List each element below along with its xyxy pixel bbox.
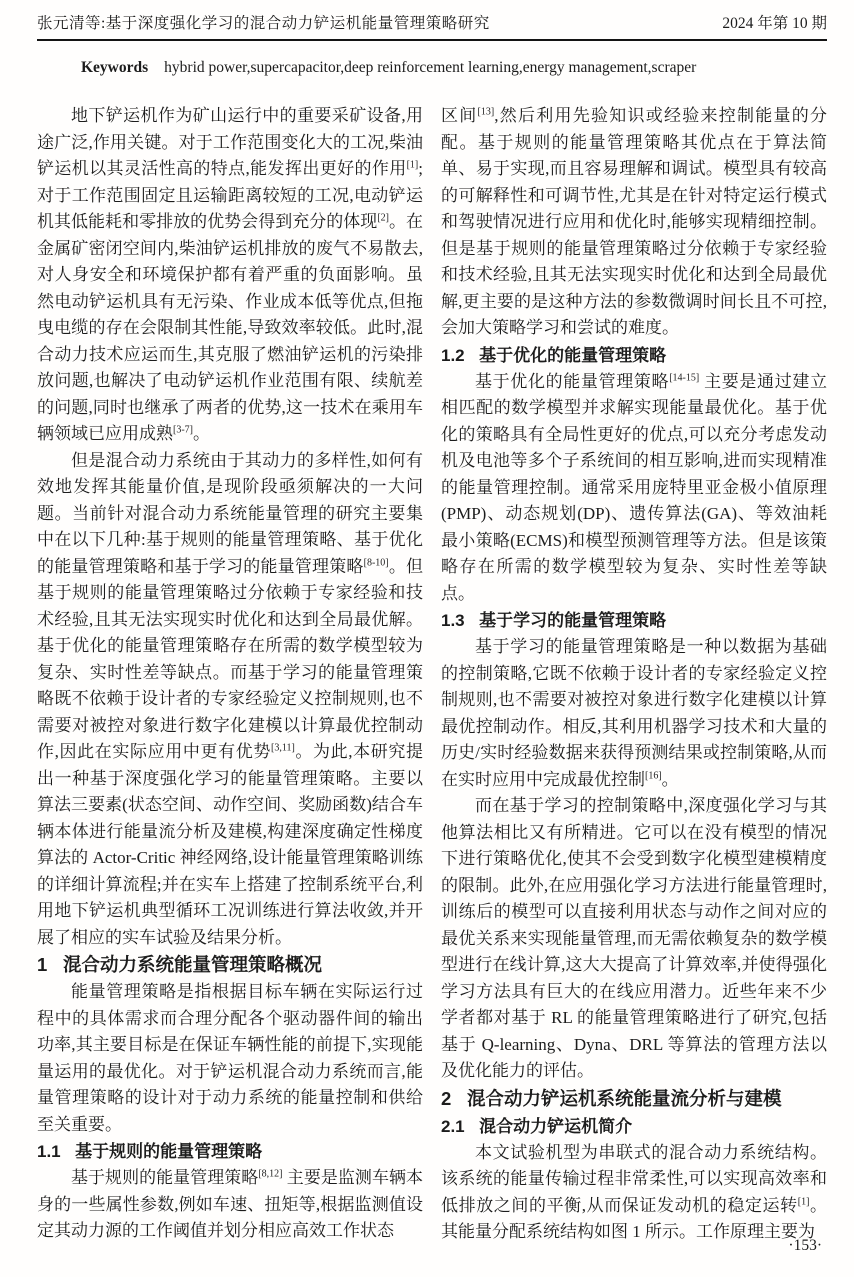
citation-ref: [8-10] [363,556,389,568]
paragraph: 基于规则的能量管理策略[8,12] 主要是监测车辆本身的一些属性参数,例如车速、扭矩等,根据监测值设定其动力源的工作阈值并划分相应高效工作状态 [37,1168,424,1240]
paragraph: 能量管理策略是指根据目标车辆在实际运行过程中的具体需求而合理分配各个驱动器件间的输出功率,其主要目标是在保证车辆性能的前提下,实现能量运用的最优化。对于铲运机混合动力系统而言,能量管理策略的设计对于动力系统的能量控制和供给至关重要。 [37,982,423,1134]
section-title: 基于规则的能量管理策略 [75,1142,263,1161]
section-heading [441,1113,827,1140]
right-column [441,103,827,1246]
citation-ref: [3,11] [270,742,295,754]
section-number: 1.3 [441,611,465,630]
section-title: 混合动力铲运机系统能量流分析与建模 [467,1087,782,1109]
keywords-text: hybrid power,supercapacitor,deep reinforcement learning,energy management,scraper [164,59,697,76]
paragraph: 而在基于学习的控制策略中,深度强化学习与其他算法相比又有所精进。它可以在没有模型的情况下进行策略优化,使其不会受到数字化模型建模精度的限制。此外,在应用强化学习方法进行能量管理时,训练后的模型可以直接利用状态与动作之间对应的最优关系来实现能量管理,而无需依赖复杂的数学模型进行在线计算,这大大提高了计算效率,并使得强化学习方法具有巨大的在线应用潜力。近些年来不少学者都对基于 RL 的能量管理策略进行了研究,包括基于 Q-learning、Dyna、DRL 等算法的管理方法以及优化能力的评估。 [441,796,827,1080]
citation-ref: [16] [645,769,662,781]
paragraph: 但是混合动力系统由于其动力的多样性,如何有效地发挥其能量价值,是现阶段亟须解决的一大问题。当前针对混合动力系统能量管理的研究主要集中在以下几种:基于规则的能量管理策略、基于优化的能量管理策略和基于学习的能量管理策略[8-10]。但基于规则的能量管理策略过分依赖于专家经验和技术经验,且其无法实现实时优化和达到全局最优解。基于优化的能量管理策略存在所需的数学模型较为复杂、实时性差等缺点。而基于学习的能量管理策略既不依赖于设计者的专家经验定义控制规则,也不需要对被控对象进行数字化建模以计算最优控制动作,因此在实际应用中更有优势[3,11]。为此,本研究提出一种基于深度强化学习的能量管理策略。主要以算法三要素(状态空间、动作空间、奖励函数)结合车辆本体进行能量流分析及建模,构建深度确定性梯度算法的 Actor-Critic 神经网络,设计能量管理策略训练的详细计算流程;并在实车上搭建了控制系统平台,利用地下铲运机典型循环工况训练进行算法收敛,并开展了相应的实车试验及结果分析。 [37,450,424,947]
keywords-label: Keywords [81,59,149,76]
section-number: 1.2 [441,345,465,365]
keywords-line [37,58,827,78]
left-column [37,103,423,1246]
citation-ref: [1] [406,159,419,171]
paragraph: 本文试验机型为串联式的混合动力系统结构。该系统的能量传输过程非常柔性,可以实现高效率和低排放之间的平衡,从而保证发动机的稳定运转[1]。其能量分配系统结构如图 1 所示。工作原理主要为 [441,1142,828,1241]
paragraph: 地下铲运机作为矿山运行中的重要采矿设备,用途广泛,作用关键。对于工作范围变化大的工况,柴油铲运机以其灵活性高的特点,能发挥出更好的作用[1];对于工作范围固定且运输距离较短的工况,电动铲运机其低能耗和零排放的优势会得到充分的体现[2]。在金属矿密闭空间内,柴油铲运机排放的废气不易散去,对人身安全和环境保护都有着严重的负面影响。虽然电动铲运机具有无污染、作业成本低等优点,但拖曳电缆的存在会限制其性能,导致效率较低。此时,混合动力技术应运而生,其克服了燃油铲运机的污染排放问题,也解决了电动铲运机作业范围有限、续航差的问题,同时也继承了两者的优势,这一技术在乘用车辆领域已应用成熟[3-7]。 [37,106,424,443]
section-title: 混合动力系统能量管理策略概况 [63,954,323,975]
citation-ref: [3-7] [173,424,193,436]
article-body [37,103,827,1246]
issue-label: 2024 年第 10 期 [722,15,827,32]
running-header [37,14,827,34]
paragraph: 基于优化的能量管理策略[14-15] 主要是通过建立相匹配的数学模型并求解实现能量最优化。基于优化的策略具有全局性更好的优点,可以充分考虑发动机及电池等多个子系统间的相互影响,进而实现精准的能量管理控制。通常采用庞特里亚金极小值原理(PMP)、动态规划(DP)、遗传算法(GA)、等效油耗最小策略(ECMS)和模型预测管理等方法。但是该策略存在所需的数学模型较为复杂、实时性差等缺点。 [441,371,828,603]
section-heading [441,1085,827,1113]
section-number: 2.1 [441,1116,465,1136]
page-number: ·153· [788,1237,822,1254]
section-heading [37,951,423,979]
citation-ref: [13] [477,106,495,118]
citation-ref: [14-15] [669,371,700,383]
citation-ref: [2] [377,212,389,224]
citation-ref: [1] [797,1195,810,1207]
paragraph: 基于学习的能量管理策略是一种以数据为基础的控制策略,它既不依赖于设计者的专家经验定义控制规则,也不需要对被控对象进行数字化建模以计算最优控制动作。相反,其利用机器学习技术和大量的历史/实时经验数据来获得预测结果或控制策略,从而在实时应用中完成最优控制[16]。 [441,637,827,789]
paragraph: 区间[13],然后利用先验知识或经验来控制能量的分配。基于规则的能量管理策略其优点在于算法简单、易于实现,而且容易理解和调试。模型具有较高的可解释性和可调节性,尤其是在针对特定运行模式和驾驶情况进行应用和优化时,能够实现精细控制。但是基于规则的能量管理策略过分依赖于专家经验和技术经验,且其无法实现实时优化和达到全局最优解,更主要的是这种方法的参数微调时间长且不可控,会加大策略学习和尝试的难度。 [441,106,828,337]
section-title: 基于学习的能量管理策略 [479,611,667,630]
header-rule [37,39,827,41]
section-title: 基于优化的能量管理策略 [479,345,667,365]
running-title: 张元清等:基于深度强化学习的混合动力铲运机能量管理策略研究 [37,15,490,32]
citation-ref: [8,12] [258,1168,283,1180]
section-number: 2 [441,1087,452,1109]
section-title: 混合动力铲运机简介 [479,1116,633,1136]
section-number: 1 [37,954,48,975]
section-heading [441,342,827,369]
section-heading [441,607,827,634]
section-heading [37,1138,423,1165]
section-number: 1.1 [37,1142,61,1161]
